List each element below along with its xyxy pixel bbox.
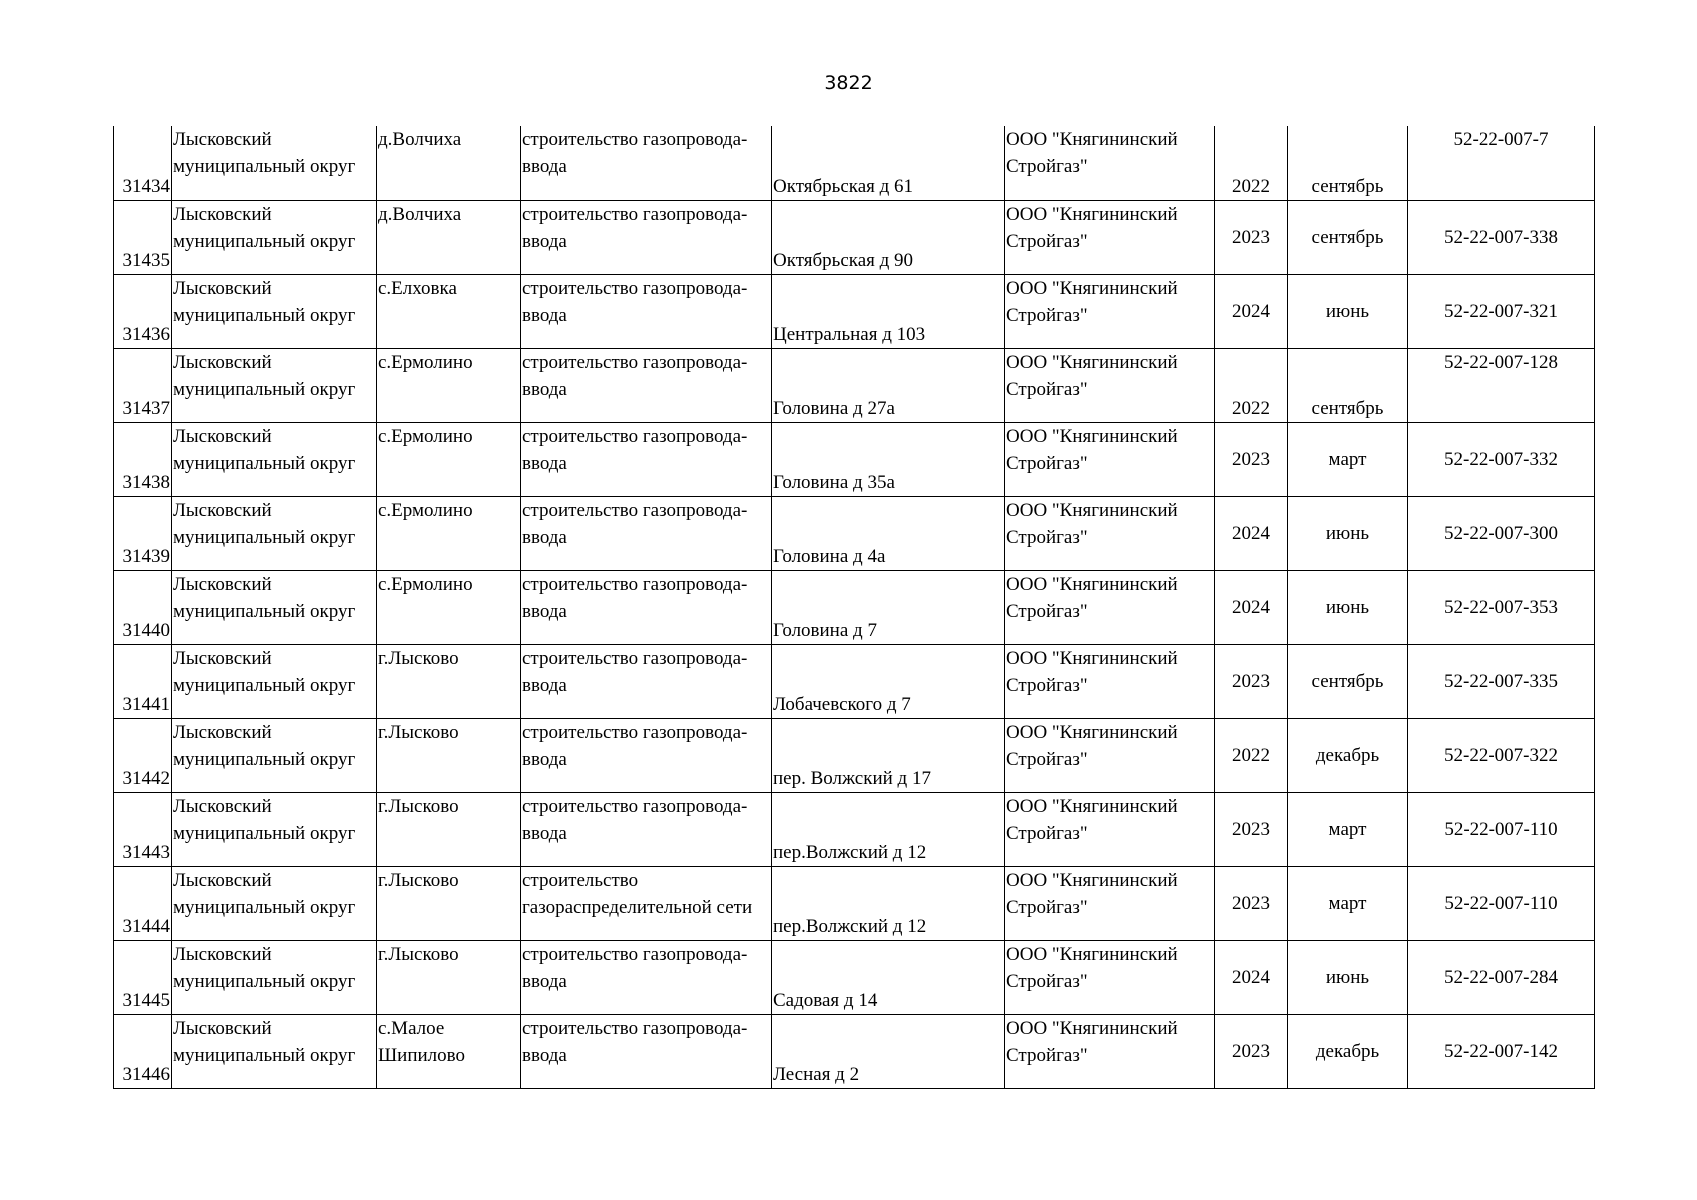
settlement-cell-line: Шипилово: [378, 1044, 465, 1066]
organization-cell-line: ООО "Княгининский: [1006, 721, 1178, 743]
settlement-cell-line: с.Елховка: [378, 277, 457, 299]
code-cell: 52-22-007-300: [1408, 496, 1595, 570]
settlement-cell-line: г.Лысково: [378, 943, 459, 965]
table-row: [114, 1014, 1595, 1088]
settlement-cell: [377, 422, 521, 496]
table-row: [114, 792, 1595, 866]
month-cell: декабрь: [1288, 1014, 1408, 1088]
code-cell: 52-22-007-142: [1408, 1014, 1595, 1088]
code-cell: 52-22-007-332: [1408, 422, 1595, 496]
month-cell: март: [1288, 792, 1408, 866]
settlement-cell-line: с.Ермолино: [378, 573, 473, 595]
organization-cell-line: Стройгаз": [1006, 452, 1088, 474]
page-number: 3822: [824, 72, 873, 94]
work-type-cell-line: строительство газопровода-: [522, 425, 748, 447]
work-type-cell: [521, 200, 772, 274]
organization-cell: [1005, 422, 1215, 496]
organization-cell-line: Стройгаз": [1006, 674, 1088, 696]
work-type-cell-line: ввода: [522, 526, 567, 548]
settlement-cell: [377, 200, 521, 274]
address-cell: Головина д 7: [772, 570, 1005, 644]
year-cell: 2024: [1215, 940, 1288, 1014]
table-row: [114, 570, 1595, 644]
municipality-cell-line: муниципальный округ: [173, 600, 356, 622]
municipality-cell-line: Лысковский: [173, 573, 272, 595]
work-type-cell-line: ввода: [522, 304, 567, 326]
month-cell: март: [1288, 422, 1408, 496]
municipality-cell: [172, 718, 377, 792]
row-number-cell: 31446: [114, 1014, 172, 1088]
year-cell: 2022: [1215, 718, 1288, 792]
organization-cell-line: Стройгаз": [1006, 304, 1088, 326]
organization-cell-line: ООО "Княгининский: [1006, 1017, 1178, 1039]
municipality-cell: [172, 644, 377, 718]
month-cell: март: [1288, 866, 1408, 940]
row-number-cell: 31444: [114, 866, 172, 940]
organization-cell: [1005, 940, 1215, 1014]
organization-cell: [1005, 570, 1215, 644]
work-type-cell-line: ввода: [522, 822, 567, 844]
address-cell: пер. Волжский д 17: [772, 718, 1005, 792]
organization-cell-line: Стройгаз": [1006, 526, 1088, 548]
work-type-cell-line: строительство газопровода-: [522, 499, 748, 521]
municipality-cell-line: Лысковский: [173, 425, 272, 447]
table-row: [114, 274, 1595, 348]
municipality-cell-line: Лысковский: [173, 795, 272, 817]
municipality-cell-line: муниципальный округ: [173, 156, 356, 177]
organization-cell-line: ООО "Княгининский: [1006, 129, 1178, 150]
municipality-cell: [172, 422, 377, 496]
work-type-cell-line: газораспределительной сети: [522, 896, 753, 918]
organization-cell: [1005, 644, 1215, 718]
municipality-cell-line: муниципальный округ: [173, 452, 356, 474]
work-type-cell: [521, 1014, 772, 1088]
month-cell: сентябрь: [1288, 126, 1408, 200]
work-type-cell-line: строительство газопровода-: [522, 351, 748, 373]
municipality-cell-line: муниципальный округ: [173, 378, 356, 400]
municipality-cell-line: муниципальный округ: [173, 526, 356, 548]
address-cell: Лобачевского д 7: [772, 644, 1005, 718]
organization-cell-line: ООО "Княгининский: [1006, 277, 1178, 299]
municipality-cell-line: Лысковский: [173, 129, 272, 150]
settlement-cell: [377, 126, 521, 200]
settlement-cell: [377, 496, 521, 570]
work-type-cell: [521, 126, 772, 200]
year-cell: 2023: [1215, 866, 1288, 940]
year-cell: 2023: [1215, 422, 1288, 496]
settlement-cell: [377, 1014, 521, 1088]
organization-cell-line: Стройгаз": [1006, 600, 1088, 622]
table-row: [114, 940, 1595, 1014]
work-type-cell-line: ввода: [522, 452, 567, 474]
work-type-cell-line: строительство газопровода-: [522, 721, 748, 743]
work-type-cell-line: строительство газопровода-: [522, 1017, 748, 1039]
work-type-cell-line: ввода: [522, 970, 567, 992]
month-cell: сентябрь: [1288, 644, 1408, 718]
organization-cell-line: Стройгаз": [1006, 1044, 1088, 1066]
year-cell: 2022: [1215, 126, 1288, 200]
work-type-cell-line: строительство: [522, 869, 639, 891]
settlement-cell: [377, 274, 521, 348]
municipality-cell-line: муниципальный округ: [173, 822, 356, 844]
municipality-cell: [172, 1014, 377, 1088]
organization-cell: [1005, 200, 1215, 274]
table-row: [114, 126, 1595, 200]
work-type-cell-line: ввода: [522, 1044, 567, 1066]
organization-cell-line: Стройгаз": [1006, 156, 1088, 177]
work-type-cell: [521, 940, 772, 1014]
organization-cell-line: Стройгаз": [1006, 970, 1088, 992]
table-body: [114, 126, 1595, 1088]
code-cell: 52-22-007-353: [1408, 570, 1595, 644]
row-number-cell: 31440: [114, 570, 172, 644]
work-type-cell-line: строительство газопровода-: [522, 795, 748, 817]
month-cell: сентябрь: [1288, 348, 1408, 422]
municipality-cell-line: муниципальный округ: [173, 304, 356, 326]
organization-cell: [1005, 126, 1215, 200]
settlement-cell-line: г.Лысково: [378, 795, 459, 817]
organization-cell: [1005, 866, 1215, 940]
municipality-cell: [172, 570, 377, 644]
work-type-cell-line: строительство газопровода-: [522, 203, 748, 225]
row-number-cell: 31436: [114, 274, 172, 348]
address-cell: Головина д 35а: [772, 422, 1005, 496]
row-number-cell: 31439: [114, 496, 172, 570]
row-number-cell: 31441: [114, 644, 172, 718]
year-cell: 2024: [1215, 570, 1288, 644]
organization-cell-line: ООО "Княгининский: [1006, 795, 1178, 817]
organization-cell: [1005, 348, 1215, 422]
organization-cell: [1005, 496, 1215, 570]
month-cell: сентябрь: [1288, 200, 1408, 274]
address-cell: пер.Волжский д 12: [772, 792, 1005, 866]
year-cell: 2024: [1215, 274, 1288, 348]
organization-cell: [1005, 1014, 1215, 1088]
work-type-cell-line: ввода: [522, 378, 567, 400]
year-cell: 2022: [1215, 348, 1288, 422]
work-type-cell-line: ввода: [522, 600, 567, 622]
organization-cell-line: ООО "Княгининский: [1006, 869, 1178, 891]
municipality-cell-line: Лысковский: [173, 203, 272, 225]
code-cell: 52-22-007-322: [1408, 718, 1595, 792]
municipality-cell: [172, 126, 377, 200]
data-table: [113, 126, 1595, 1089]
work-type-cell: [521, 496, 772, 570]
table-row: [114, 496, 1595, 570]
settlement-cell-line: г.Лысково: [378, 869, 459, 891]
row-number-cell: 31437: [114, 348, 172, 422]
address-cell: Октябрьская д 90: [772, 200, 1005, 274]
work-type-cell-line: строительство газопровода-: [522, 943, 748, 965]
municipality-cell-line: Лысковский: [173, 647, 272, 669]
work-type-cell: [521, 274, 772, 348]
municipality-cell: [172, 866, 377, 940]
organization-cell-line: ООО "Княгининский: [1006, 351, 1178, 373]
municipality-cell-line: Лысковский: [173, 721, 272, 743]
row-number-cell: 31443: [114, 792, 172, 866]
work-type-cell-line: ввода: [522, 674, 567, 696]
settlement-cell: [377, 940, 521, 1014]
table-row: [114, 644, 1595, 718]
settlement-cell-line: с.Ермолино: [378, 499, 473, 521]
municipality-cell-line: муниципальный округ: [173, 896, 356, 918]
municipality-cell-line: муниципальный округ: [173, 1044, 356, 1066]
municipality-cell: [172, 200, 377, 274]
month-cell: июнь: [1288, 570, 1408, 644]
municipality-cell-line: муниципальный округ: [173, 748, 356, 770]
work-type-cell: [521, 718, 772, 792]
settlement-cell-line: с.Малое: [378, 1017, 445, 1039]
address-cell: Лесная д 2: [772, 1014, 1005, 1088]
row-number-cell: 31435: [114, 200, 172, 274]
organization-cell: [1005, 718, 1215, 792]
month-cell: июнь: [1288, 274, 1408, 348]
settlement-cell-line: д.Волчиха: [378, 129, 462, 150]
code-cell: 52-22-007-110: [1408, 866, 1595, 940]
address-cell: Садовая д 14: [772, 940, 1005, 1014]
table-row: [114, 718, 1595, 792]
code-cell: 52-22-007-7: [1408, 126, 1595, 200]
work-type-cell-line: ввода: [522, 748, 567, 770]
table-row: [114, 200, 1595, 274]
code-cell: 52-22-007-110: [1408, 792, 1595, 866]
address-cell: Центральная д 103: [772, 274, 1005, 348]
code-cell: 52-22-007-335: [1408, 644, 1595, 718]
municipality-cell-line: Лысковский: [173, 869, 272, 891]
settlement-cell: [377, 644, 521, 718]
municipality-cell: [172, 496, 377, 570]
table-row: [114, 866, 1595, 940]
settlement-cell-line: с.Ермолино: [378, 425, 473, 447]
organization-cell: [1005, 792, 1215, 866]
work-type-cell-line: строительство газопровода-: [522, 573, 748, 595]
settlement-cell: [377, 570, 521, 644]
work-type-cell-line: строительство газопровода-: [522, 647, 748, 669]
year-cell: 2023: [1215, 200, 1288, 274]
table-row: [114, 348, 1595, 422]
organization-cell-line: Стройгаз": [1006, 822, 1088, 844]
settlement-cell-line: д.Волчиха: [378, 203, 462, 225]
code-cell: 52-22-007-338: [1408, 200, 1595, 274]
settlement-cell-line: с.Ермолино: [378, 351, 473, 373]
organization-cell-line: Стройгаз": [1006, 896, 1088, 918]
row-number-cell: 31434: [114, 126, 172, 200]
row-number-cell: 31445: [114, 940, 172, 1014]
work-type-cell-line: ввода: [522, 230, 567, 252]
settlement-cell: [377, 348, 521, 422]
municipality-cell-line: Лысковский: [173, 351, 272, 373]
organization-cell-line: ООО "Княгининский: [1006, 499, 1178, 521]
municipality-cell: [172, 348, 377, 422]
municipality-cell-line: Лысковский: [173, 943, 272, 965]
month-cell: декабрь: [1288, 718, 1408, 792]
municipality-cell: [172, 274, 377, 348]
work-type-cell: [521, 348, 772, 422]
code-cell: 52-22-007-128: [1408, 348, 1595, 422]
organization-cell: [1005, 274, 1215, 348]
municipality-cell-line: Лысковский: [173, 499, 272, 521]
municipality-cell-line: Лысковский: [173, 1017, 272, 1039]
work-type-cell: [521, 422, 772, 496]
work-type-cell-line: строительство газопровода-: [522, 129, 748, 150]
row-number-cell: 31438: [114, 422, 172, 496]
organization-cell-line: Стройгаз": [1006, 230, 1088, 252]
address-cell: Головина д 4а: [772, 496, 1005, 570]
work-type-cell-line: строительство газопровода-: [522, 277, 748, 299]
code-cell: 52-22-007-321: [1408, 274, 1595, 348]
municipality-cell: [172, 940, 377, 1014]
organization-cell-line: ООО "Княгининский: [1006, 943, 1178, 965]
year-cell: 2023: [1215, 1014, 1288, 1088]
municipality-cell-line: муниципальный округ: [173, 230, 356, 252]
month-cell: июнь: [1288, 940, 1408, 1014]
work-type-cell: [521, 792, 772, 866]
table-row: [114, 422, 1595, 496]
work-type-cell: [521, 866, 772, 940]
work-type-cell: [521, 570, 772, 644]
work-type-cell-line: ввода: [522, 156, 567, 177]
organization-cell-line: ООО "Княгининский: [1006, 203, 1178, 225]
settlement-cell-line: г.Лысково: [378, 647, 459, 669]
settlement-cell: [377, 866, 521, 940]
address-cell: пер.Волжский д 12: [772, 866, 1005, 940]
year-cell: 2023: [1215, 644, 1288, 718]
municipality-cell-line: муниципальный округ: [173, 970, 356, 992]
address-cell: Октябрьская д 61: [772, 126, 1005, 200]
organization-cell-line: ООО "Княгининский: [1006, 647, 1178, 669]
row-number-cell: 31442: [114, 718, 172, 792]
code-cell: 52-22-007-284: [1408, 940, 1595, 1014]
year-cell: 2024: [1215, 496, 1288, 570]
year-cell: 2023: [1215, 792, 1288, 866]
municipality-cell-line: муниципальный округ: [173, 674, 356, 696]
municipality-cell: [172, 792, 377, 866]
work-type-cell: [521, 644, 772, 718]
organization-cell-line: Стройгаз": [1006, 748, 1088, 770]
address-cell: Головина д 27а: [772, 348, 1005, 422]
organization-cell-line: ООО "Княгининский: [1006, 425, 1178, 447]
organization-cell-line: Стройгаз": [1006, 378, 1088, 400]
month-cell: июнь: [1288, 496, 1408, 570]
settlement-cell-line: г.Лысково: [378, 721, 459, 743]
organization-cell-line: ООО "Княгининский: [1006, 573, 1178, 595]
settlement-cell: [377, 792, 521, 866]
settlement-cell: [377, 718, 521, 792]
municipality-cell-line: Лысковский: [173, 277, 272, 299]
